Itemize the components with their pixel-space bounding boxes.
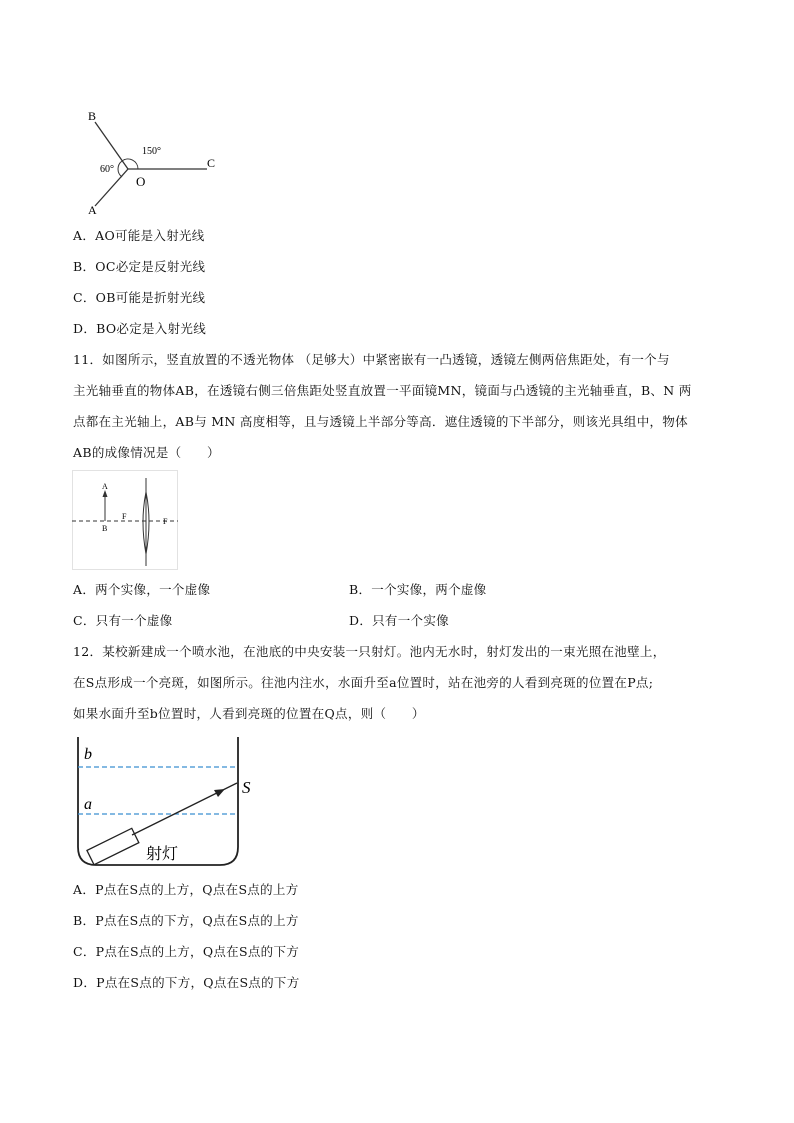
q11-option-a: A．两个实像，一个虚像	[73, 582, 211, 597]
q10-label-c: C	[207, 156, 216, 170]
q11-label-f1: F	[122, 512, 127, 521]
q12-stem-line1: 12．某校新建成一个喷水池，在池底的中央安装一只射灯。池内无水时，射灯发出的一束光照在池壁上，	[73, 644, 666, 659]
q11-stem-line3: 点都在主光轴上，AB与 MN 高度相等，且与透镜上半部分等高．遮住透镜的下半部分，则该光具组中，物体	[73, 414, 688, 429]
q11-lens-figure	[72, 470, 178, 570]
q11-option-b: B．一个实像，两个虚像	[349, 582, 487, 597]
q12-label-b: b	[84, 746, 92, 763]
q10-angle-150: 150°	[142, 146, 161, 157]
q10-label-b: B	[88, 109, 97, 123]
q11-label-b: B	[102, 524, 108, 533]
q11-stem-line4: AB的成像情况是（ ）	[73, 445, 220, 460]
q12-stem-line3: 如果水面升至b位置时，人看到亮斑的位置在Q点，则（ ）	[73, 706, 425, 721]
q10-angle-figure	[80, 104, 220, 216]
q10-option-c: C．OB可能是折射光线	[73, 290, 206, 305]
q11-stem-line1: 11．如图所示，竖直放置的不透光物体 （足够大）中紧密嵌有一凸透镜，透镜左侧两倍焦距处，有一个与	[73, 352, 670, 367]
q10-option-b: B．OC必定是反射光线	[73, 259, 206, 274]
q10-label-a: A	[88, 203, 97, 216]
q12-label-a: a	[84, 796, 92, 813]
q12-option-c: C．P点在S点的上方，Q点在S点的下方	[73, 944, 300, 959]
q12-option-d: D．P点在S点的下方，Q点在S点的下方	[73, 975, 300, 990]
q12-label-s: S	[242, 778, 251, 797]
q11-stem-line2: 主光轴垂直的物体AB，在透镜右侧三倍焦距处竖直放置一平面镜MN，镜面与凸透镜的主光轴垂直，B、N 两	[73, 383, 692, 398]
q12-lamp-label: 射灯	[146, 844, 179, 863]
q12-stem-line2: 在S点形成一个亮斑，如图所示。往池内注水，水面升至a位置时，站在池旁的人看到亮斑的位置在P点;	[73, 675, 654, 690]
q12-option-b: B．P点在S点的下方，Q点在S点的上方	[73, 913, 299, 928]
q10-angle-60: 60°	[100, 164, 114, 175]
q11-label-f2: F	[163, 517, 168, 526]
q11-option-d: D．只有一个实像	[349, 613, 449, 628]
q11-label-a: A	[102, 482, 108, 491]
q10-option-d: D．BO必定是入射光线	[73, 321, 206, 336]
q10-option-a: A．AO可能是入射光线	[73, 228, 205, 243]
q11-option-c: C．只有一个虚像	[73, 613, 173, 628]
q12-pool-figure	[72, 735, 272, 870]
q12-option-a: A．P点在S点的上方，Q点在S点的上方	[73, 882, 299, 897]
q10-label-o: O	[136, 174, 146, 189]
